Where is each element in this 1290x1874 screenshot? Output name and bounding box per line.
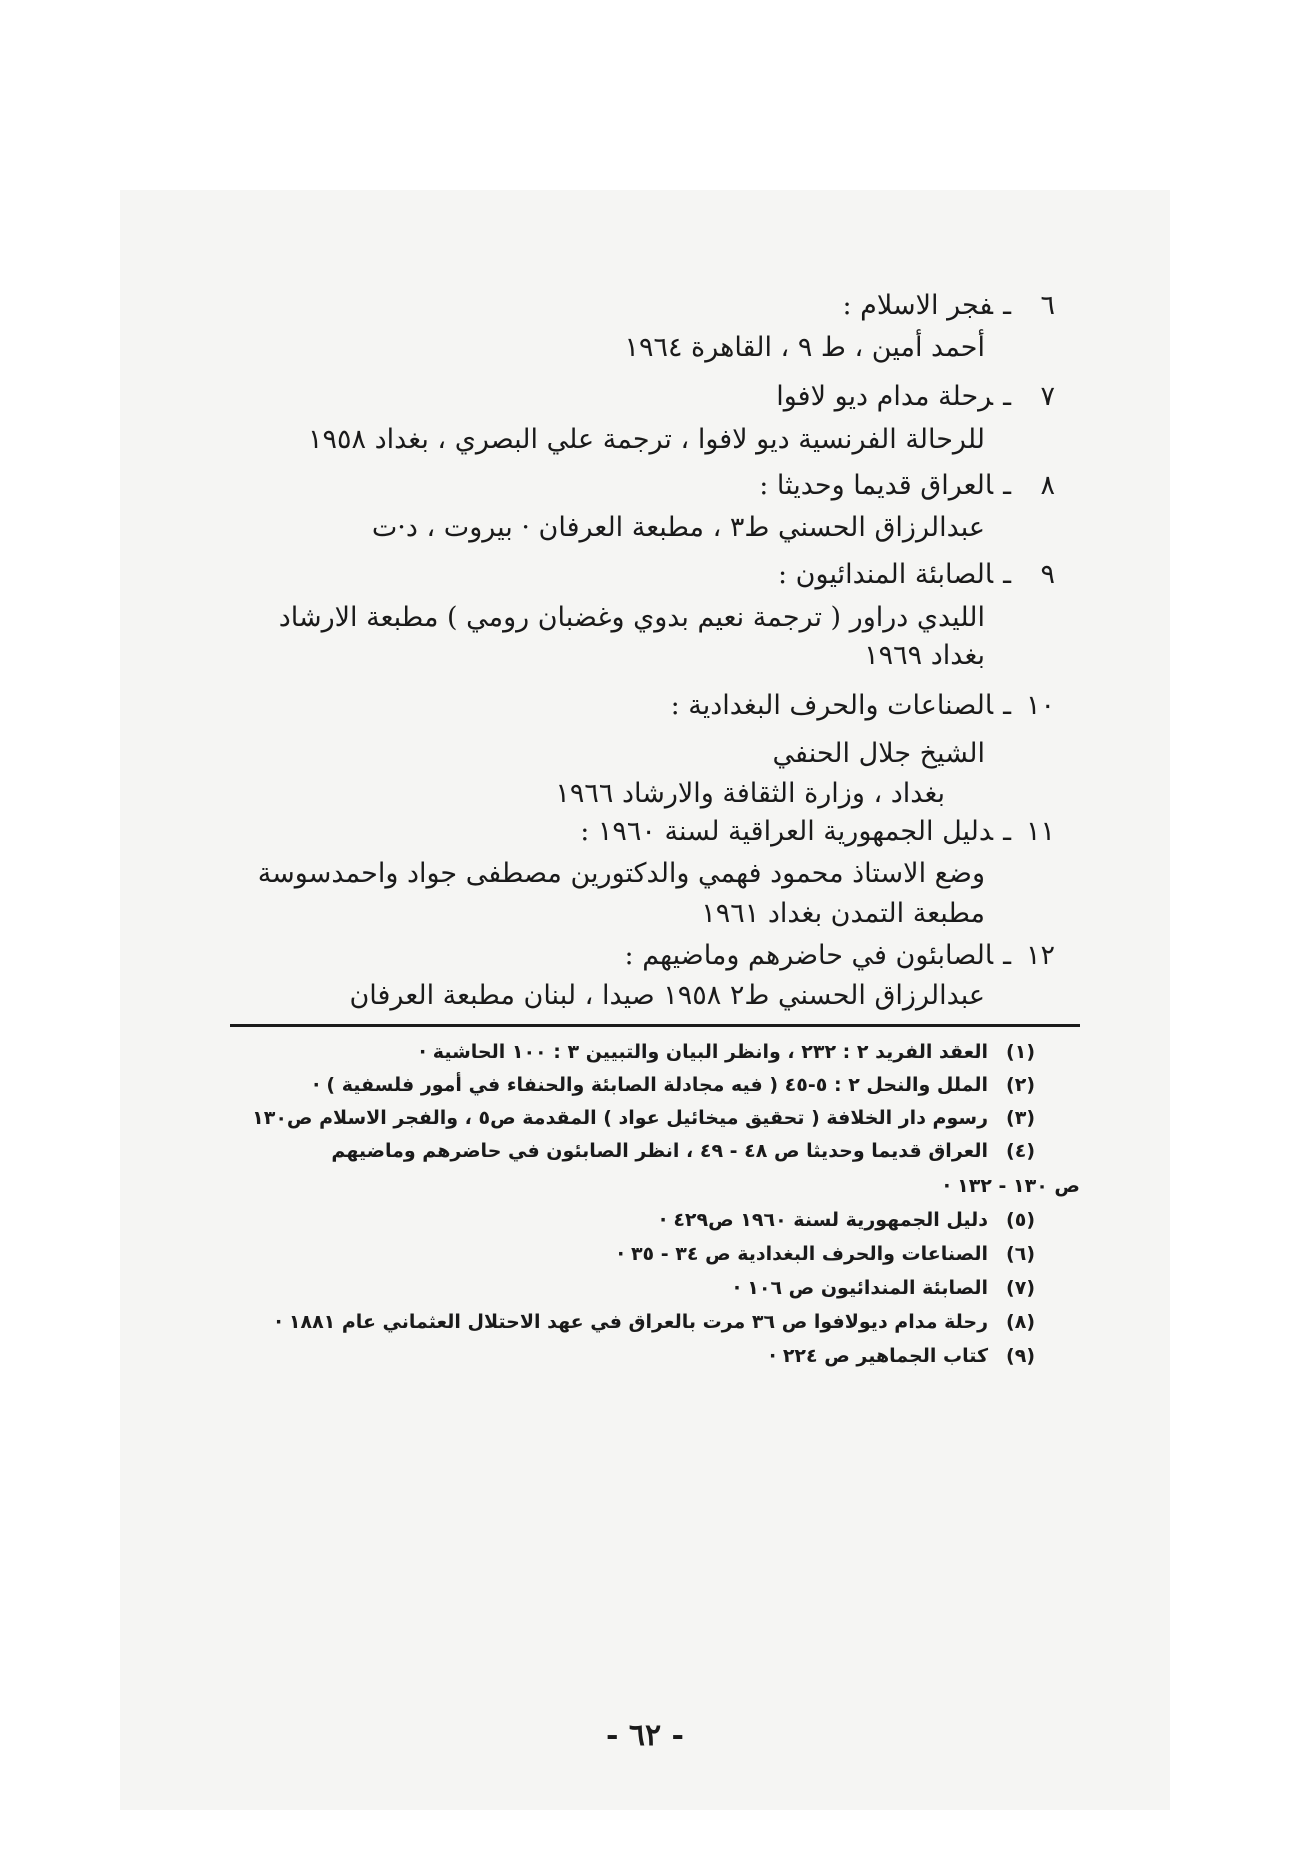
footnote-divider	[230, 1024, 1080, 1027]
entry-10-detail-2: بغداد ، وزارة الثقافة والارشاد ١٩٦٦	[555, 778, 945, 809]
entry-10-title: ١٠ـالصناعات والحرف البغدادية :	[670, 690, 1055, 721]
footnote-3: (٣)رسوم دار الخلافة ( تحقيق ميخائيل عواد ) المقدمة ص٥ ، والفجر الاسلام ص١٣٠	[252, 1107, 1035, 1129]
footnote-9: (٩)كتاب الجماهير ص ٢٢٤ ·	[768, 1345, 1035, 1367]
entry-11-detail-2: مطبعة التمدن بغداد ١٩٦١	[701, 898, 985, 929]
entry-7-title: ٧ـرحلة مدام ديو لافوا	[776, 381, 1055, 412]
footnote-2: (٢)الملل والنحل ٢ : ٥-٤٥ ( فيه مجادلة الصابئة والحنفاء في أمور فلسفية ) ·	[312, 1074, 1035, 1096]
page-number: - ٦٢ -	[605, 1718, 685, 1753]
entry-11-title: ١١ـدليل الجمهورية العراقية لسنة ١٩٦٠ :	[580, 816, 1055, 847]
entry-9-detail-2: بغداد ١٩٦٩	[864, 640, 985, 671]
entry-8-title: ٨ـالعراق قديما وحديثا :	[759, 470, 1055, 501]
entry-9-title: ٩ـالصابئة المندائيون :	[777, 559, 1055, 590]
entry-12-detail: عبدالرزاق الحسني ط٢ ١٩٥٨ صيدا ، لبنان مطبعة العرفان	[349, 980, 985, 1011]
entry-7-detail: للرحالة الفرنسية ديو لافوا ، ترجمة علي البصري ، بغداد ١٩٥٨	[308, 424, 985, 455]
footnote-1: (١)العقد الفريد ٢ : ٢٣٢ ، وانظر البيان والتبيين ٣ : ١٠٠ الحاشية ·	[418, 1041, 1035, 1063]
footnote-6: (٦)الصناعات والحرف البغدادية ص ٣٤ - ٣٥ ·	[617, 1243, 1035, 1265]
entry-9-detail-1: الليدي دراور ( ترجمة نعيم بدوي وغضبان رومي ) مطبعة الارشاد	[278, 602, 985, 633]
footnote-7: (٧)الصابئة المندائيون ص ١٠٦ ·	[733, 1277, 1035, 1299]
entry-6-detail: أحمد أمين ، ط ٩ ، القاهرة ١٩٦٤	[624, 332, 985, 363]
footnote-4: (٤)العراق قديما وحديثا ص ٤٨ - ٤٩ ، انظر الصابئون في حاضرهم وماضيهم	[331, 1140, 1035, 1162]
entry-8-detail: عبدالرزاق الحسني ط٣ ، مطبعة العرفان · بيروت ، د·ت	[371, 512, 985, 543]
entry-10-detail-1: الشيخ جلال الحنفي	[772, 738, 985, 769]
entry-11-detail-1: وضع الاستاذ محمود فهمي والدكتورين مصطفى جواد واحمدسوسة	[257, 858, 985, 889]
entry-12-title: ١٢ـالصابئون في حاضرهم وماضيهم :	[624, 940, 1055, 971]
footnote-8: (٨)رحلة مدام ديولافوا ص ٣٦ مرت بالعراق في عهد الاحتلال العثماني عام ١٨٨١ ·	[275, 1311, 1035, 1333]
footnote-5: (٥)دليل الجمهورية لسنة ١٩٦٠ ص٤٢٩ ·	[659, 1209, 1035, 1231]
footnote-4-continued: ص ١٣٠ - ١٣٢ ·	[943, 1175, 1080, 1197]
entry-6-title: ٦ـفجر الاسلام :	[842, 290, 1055, 321]
